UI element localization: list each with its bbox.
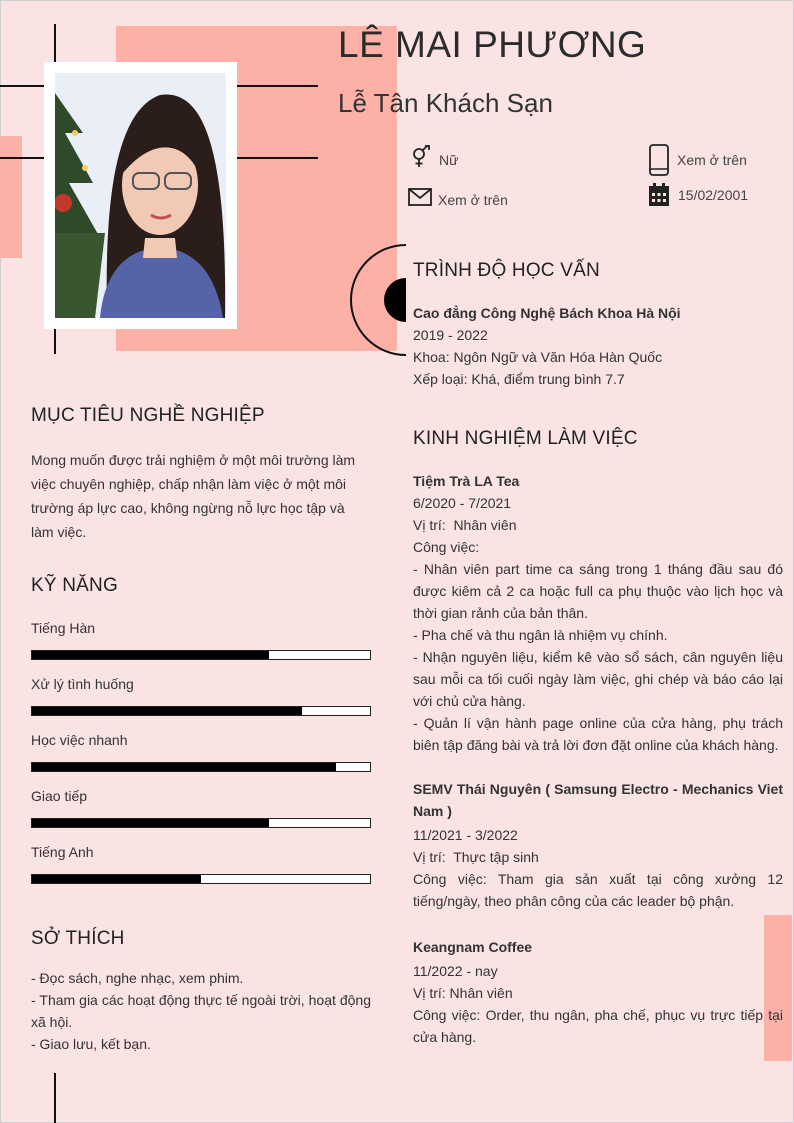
- skill-label: Giao tiếp: [31, 788, 88, 804]
- experience-section: [413, 428, 783, 1048]
- objective-text: Mong muốn được trải nghiệm ở một môi trường làm việc chuyên nghiệp, chấp nhận làm việc ở một môi trường áp lực cao, không ngừng nỗ lực học tập và làm việc.: [31, 452, 356, 540]
- skill-bar-fill: [32, 819, 269, 827]
- job-line: Công việc: Order, thu ngân, pha chế, phục vụ trực tiếp tại cửa hàng.: [413, 1007, 783, 1045]
- skill-item: [31, 616, 371, 660]
- skill-item: [31, 728, 371, 772]
- skill-item: [31, 784, 371, 828]
- job-title: Lễ Tân Khách Sạn: [338, 88, 553, 118]
- job-company: SEMV Thái Nguyên ( Samsung Electro - Mechanics Viet Nam ): [413, 781, 783, 819]
- info-email: [408, 186, 508, 208]
- job-line: - Nhân viên part time ca sáng trong 1 tháng đầu sau đó được kiêm cả 2 ca hoặc full ca phụ thuộc vào lịch học và thời gian rảnh của bản thân.: [413, 561, 783, 621]
- job-position: Vị trí: Thực tập sinh: [413, 849, 539, 865]
- phone-value: Xem ở trên: [677, 152, 747, 168]
- hobbies-section: [31, 927, 371, 1055]
- candidate-name: LÊ MAI PHƯƠNG: [338, 24, 647, 65]
- hobby-item: - Giao lưu, kết bạn.: [31, 1036, 151, 1052]
- skill-bar-fill: [32, 763, 336, 771]
- skill-bar: [31, 818, 371, 828]
- job-line: - Nhận nguyên liệu, kiểm kê vào sổ sách, cân nguyên liệu sau mỗi ca tối cuối ngày làm việc, ghi chép và báo cáo lại với chủ cửa hàng.: [413, 649, 783, 709]
- job-entry: [413, 936, 783, 1048]
- education-title: TRÌNH ĐỘ HỌC VẤN: [413, 260, 600, 281]
- email-value: Xem ở trên: [438, 192, 508, 208]
- job-line: - Pha chế và thu ngân là nhiệm vụ chính.: [413, 627, 668, 643]
- experience-title: KINH NGHIỆM LÀM VIỆC: [413, 428, 638, 449]
- skill-bar: [31, 874, 371, 884]
- skill-bar-fill: [32, 651, 269, 659]
- education-school: Cao đẳng Công Nghệ Bách Khoa Hà Nội: [413, 305, 681, 321]
- job-period: 11/2021 - 3/2022: [413, 827, 518, 843]
- calendar-icon: [648, 183, 670, 207]
- skill-item: [31, 672, 371, 716]
- job-position: Vị trí: Nhân viên: [413, 985, 513, 1001]
- skill-label: Học việc nhanh: [31, 732, 128, 748]
- skill-label: Tiếng Hàn: [31, 620, 96, 636]
- objective-section: [31, 404, 371, 544]
- hobby-item: - Tham gia các hoạt động thực tế ngoài trời, hoạt động xã hội.: [31, 992, 371, 1030]
- gender-value: Nữ: [439, 152, 459, 168]
- job-period: 6/2020 - 7/2021: [413, 495, 512, 511]
- email-icon: [408, 188, 432, 206]
- education-period: 2019 - 2022: [413, 327, 488, 343]
- skills-list: [31, 616, 371, 884]
- skill-bar-fill: [32, 707, 302, 715]
- deco-line: [54, 1073, 56, 1123]
- education-faculty: Khoa: Ngôn Ngữ và Văn Hóa Hàn Quốc: [413, 349, 663, 365]
- phone-icon: [647, 144, 671, 176]
- skill-bar: [31, 706, 371, 716]
- profile-photo: [44, 62, 237, 329]
- education-grade: Xếp loại: Khá, điểm trung bình 7.7: [413, 371, 625, 387]
- job-entry: [413, 778, 783, 912]
- skill-item: [31, 840, 371, 884]
- skill-label: Xử lý tình huống: [31, 676, 134, 692]
- education-section: [413, 260, 783, 390]
- hobby-item: - Đọc sách, nghe nhạc, xem phim.: [31, 970, 244, 986]
- job-company: Keangnam Coffee: [413, 939, 533, 955]
- deco-circle: [336, 244, 406, 356]
- hobbies-title: SỞ THÍCH: [31, 928, 125, 949]
- job-line: - Quản lí vận hành page online của cửa hàng, phụ trách biên tập đăng bài và trả lời đơn đặt online của khách hàng.: [413, 715, 783, 753]
- skills-title: KỸ NĂNG: [31, 575, 118, 596]
- deco-pink-strip-left: [0, 136, 22, 258]
- job-line: Công việc:: [413, 539, 480, 555]
- job-period: 11/2022 - nay: [413, 963, 498, 979]
- hobbies-list: [31, 967, 371, 1055]
- info-birthday: [648, 183, 748, 207]
- skill-bar-fill: [32, 875, 201, 883]
- avatar: [55, 73, 226, 318]
- birthday-value: 15/02/2001: [678, 187, 749, 203]
- skill-bar: [31, 762, 371, 772]
- gender-icon: [409, 145, 433, 169]
- skills-section: [31, 574, 371, 884]
- info-phone: [647, 144, 747, 176]
- skill-label: Tiếng Anh: [31, 844, 94, 860]
- job-line: Công việc: Tham gia sản xuất tại công xưởng 12 tiếng/ngày, theo phân công của các leader bộ phận.: [413, 871, 783, 909]
- job-entry: [413, 470, 783, 756]
- job-position: Vị trí: Nhân viên: [413, 517, 517, 533]
- job-company: Tiệm Trà LA Tea: [413, 473, 520, 489]
- info-gender: [409, 145, 458, 169]
- skill-bar: [31, 650, 371, 660]
- objective-title: MỤC TIÊU NGHỀ NGHIỆP: [31, 405, 265, 426]
